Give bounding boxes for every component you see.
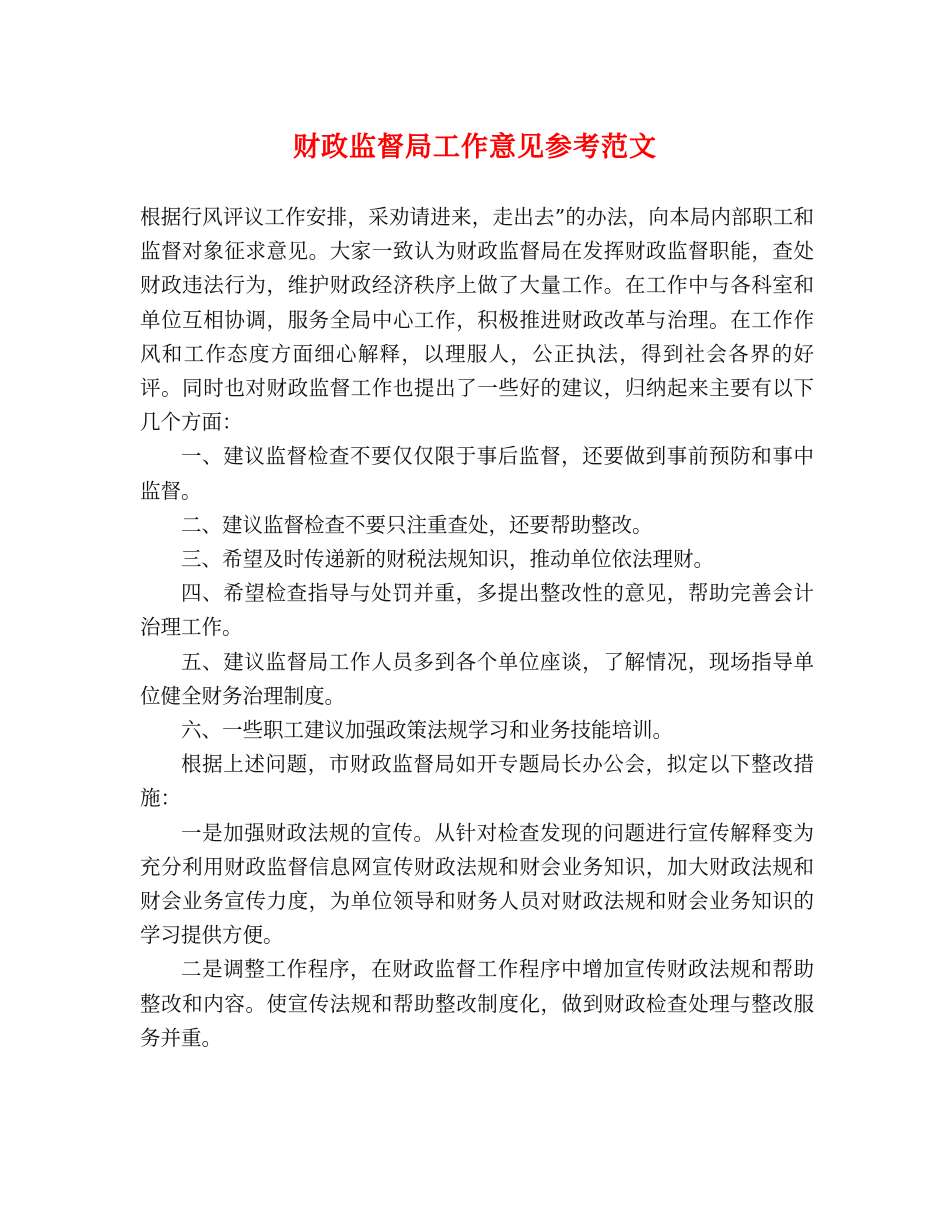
paragraph-suggestion-1: 一、建议监督检查不要仅仅限于事后监督，还要做到事前预防和事中监督。 bbox=[140, 444, 814, 503]
paragraph-measures-intro: 根据上述问题，市财政监督局如开专题局长办公会，拟定以下整改措施： bbox=[140, 752, 814, 811]
document-title: 财政监督局工作意见参考范文 bbox=[293, 132, 657, 163]
paragraph-measure-1: 一是加强财政法规的宣传。从针对检查发现的问题进行宣传解释变为充分利用财政监督信息网宣传财政法规和财会业务知识，加大财政法规和财会业务宣传力度，为单位领导和财务人员对财政法规和财会业务知识的学习提供方便。 bbox=[140, 820, 814, 948]
paragraph-suggestion-2: 二、建议监督检查不要只注重查处，还要帮助整改。 bbox=[181, 512, 653, 537]
paragraph-suggestion-4: 四、希望检查指导与处罚并重，多提出整改性的意见，帮助完善会计治理工作。 bbox=[140, 581, 814, 640]
paragraph-intro: 根据行风评议工作安排，采劝请进来，走出去”的办法，向本局内部职工和监督对象征求意见。大家一致认为财政监督局在发挥财政监督职能，查处财政违法行为，维护财政经济秩序上做了大量工作。在工作中与各科室和单位互相协调，服务全局中心工作，积极推进财政改革与治理。在工作作风和工作态度方面细心解释，以理服人，公正执法，得到社会各界的好评。同时也对财政监督工作也提出了一些好的建议，归纳起来主要有以下几个方面： bbox=[140, 205, 814, 435]
document-body bbox=[140, 200, 814, 1055]
paragraph-suggestion-5: 五、建议监督局工作人员多到各个单位座谈，了解情况，现场指导单位健全财务治理制度。 bbox=[140, 649, 814, 708]
paragraph-suggestion-3: 三、希望及时传递新的财税法规知识，推动单位依法理财。 bbox=[181, 547, 714, 572]
paragraph-suggestion-6: 六、一些职工建议加强政策法规学习和业务技能培训。 bbox=[181, 718, 673, 743]
paragraph-measure-2: 二是调整工作程序，在财政监督工作程序中增加宣传财政法规和帮助整改和内容。使宣传法规和帮助整改制度化，做到财政检查处理与整改服务并重。 bbox=[140, 957, 814, 1050]
